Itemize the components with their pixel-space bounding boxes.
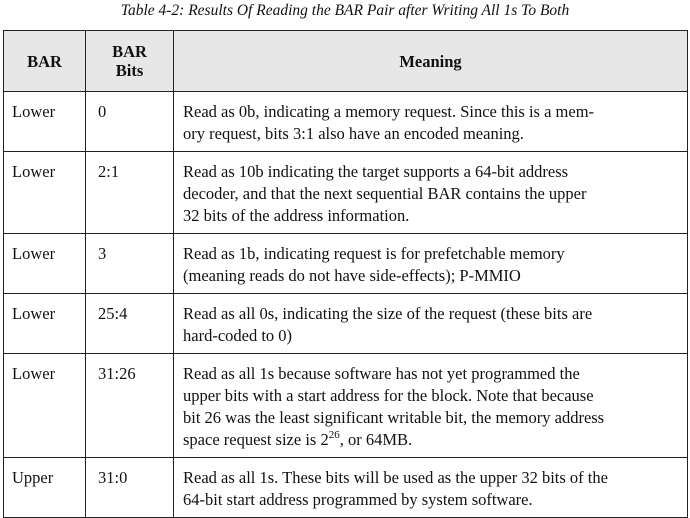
cell-meaning [174,294,688,354]
header-meaning: Meaning [174,31,688,92]
header-bar-bits [86,31,174,92]
cell-meaning [174,152,688,234]
exponent-superscript: 26 [328,429,340,441]
cell-meaning [174,458,688,518]
header-bits-line2: Bits [115,61,144,80]
meaning-line: decoder, and that the next sequential BAR contains the upper [183,184,587,203]
cell-bits: 0 [86,92,174,152]
cell-bar: Lower [4,92,86,152]
cell-bits: 2:1 [86,152,174,234]
meaning-line: ory request, bits 3:1 also have an encoded meaning. [183,124,524,143]
meaning-prefix: space request size is 2 [183,430,329,449]
table-caption: Table 4-2: Results Of Reading the BAR Pair after Writing All 1s To Both [120,2,570,19]
cell-bar: Lower [4,234,86,294]
meaning-suffix: , or 64MB. [339,430,413,449]
meaning-line: upper bits with a start address for the block. Note that because [183,386,594,405]
meaning-line: Read as 10b indicating the target supports a 64-bit address [183,162,569,181]
meaning-line: 64-bit start address programmed by system software. [183,490,533,509]
table-row [4,152,688,234]
cell-bar: Lower [4,152,86,234]
cell-meaning [174,354,688,458]
meaning-line-last [183,430,412,449]
meaning-line: Read as 1b, indicating request is for prefetchable memory [183,244,565,263]
cell-bits: 25:4 [86,294,174,354]
table-row [4,458,688,518]
meaning-line: Read as all 1s. These bits will be used as the upper 32 bits of the [183,468,608,487]
table-row [4,354,688,458]
meaning-line: (meaning reads do not have side-effects); P-MMIO [183,266,521,285]
header-bar: BAR [4,31,86,92]
cell-bits: 31:0 [86,458,174,518]
cell-bar: Upper [4,458,86,518]
cell-bits: 31:26 [86,354,174,458]
cell-meaning [174,234,688,294]
table-row [4,234,688,294]
table-row [4,294,688,354]
meaning-line: Read as all 1s because software has not yet programmed the [183,364,580,383]
bar-results-table [3,30,688,518]
meaning-line: bit 26 was the least significant writable bit, the memory address [183,408,605,427]
cell-meaning [174,92,688,152]
header-bits-line1: BAR [112,42,147,61]
cell-bar: Lower [4,354,86,458]
meaning-line: 32 bits of the address information. [183,206,410,225]
table-row [4,92,688,152]
meaning-line: hard-coded to 0) [183,326,293,345]
cell-bar: Lower [4,294,86,354]
header-row [4,31,688,92]
cell-bits: 3 [86,234,174,294]
meaning-line: Read as all 0s, indicating the size of the request (these bits are [183,304,593,323]
meaning-line: Read as 0b, indicating a memory request. Since this is a mem- [183,102,595,121]
